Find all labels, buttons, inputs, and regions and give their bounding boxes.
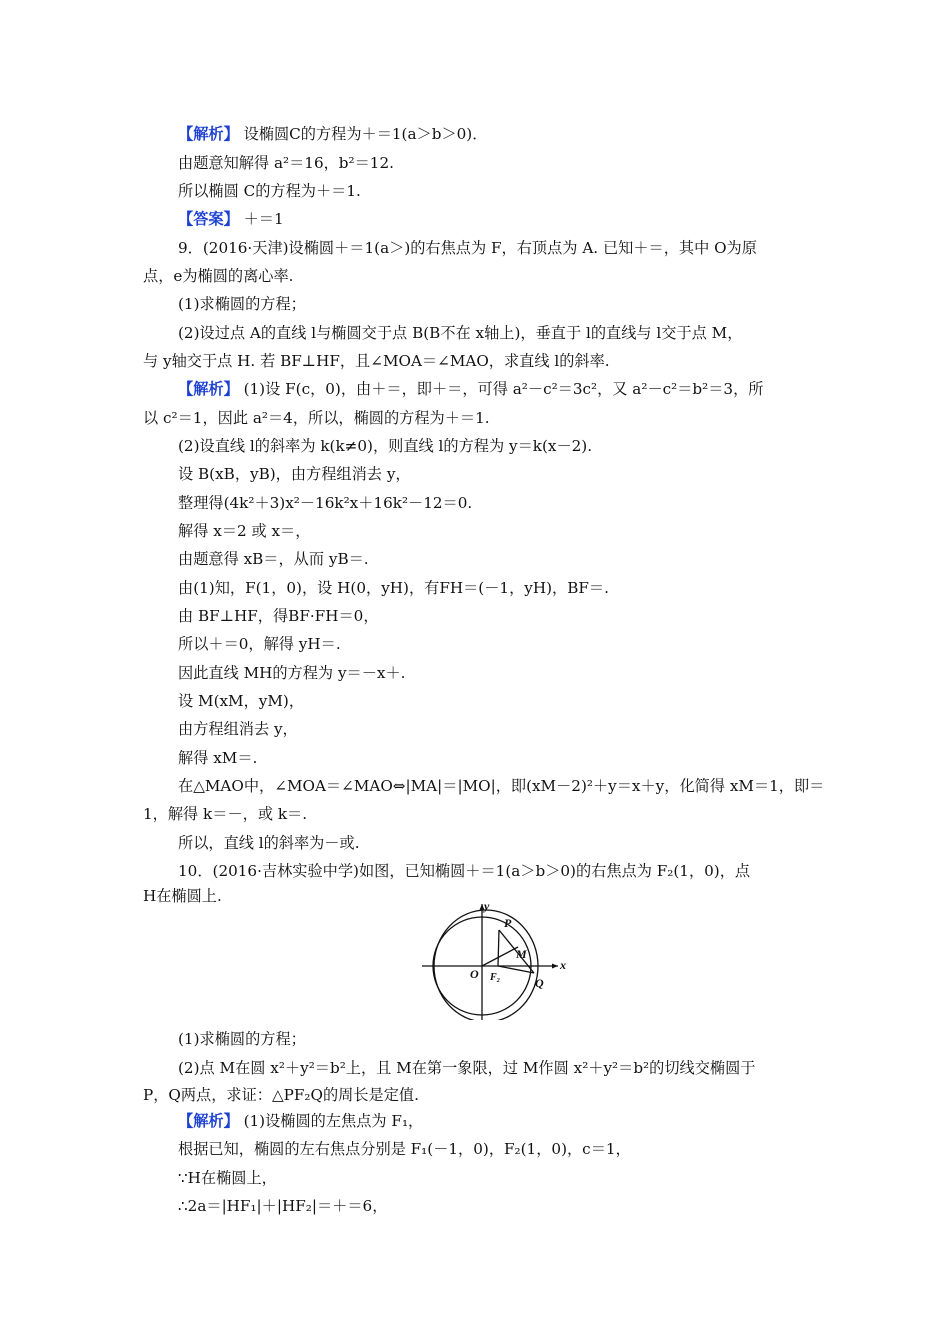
ellipse-circle-figure — [420, 896, 570, 1020]
text-line: (1)求椭圆的方程； — [178, 295, 306, 313]
label-q: Q — [535, 976, 544, 990]
label-y: y — [484, 899, 490, 913]
label-x: x — [560, 958, 566, 972]
text-line: (1)求椭圆的方程； — [178, 1030, 306, 1048]
analysis-tag: 【解析】 — [178, 125, 239, 143]
label-p: P — [504, 916, 512, 930]
answer-tag: 【答案】 — [178, 210, 239, 228]
text-line: 以 c²＝1，因此 a²＝4，所以，椭圆的方程为＋＝1. — [143, 409, 490, 427]
text-line: 由 BF⊥HF，得BF·FH＝0， — [178, 607, 379, 625]
text-line: 由题意得 xB＝，从而 yB＝. — [178, 550, 369, 568]
text-line: 解得 x＝2 或 x＝， — [178, 522, 311, 540]
text-line: 根据已知，椭圆的左右焦点分别是 F₁(－1，0)，F₂(1，0)，c＝1， — [178, 1140, 631, 1158]
text-line: 解得 xM＝. — [178, 749, 258, 767]
segment-pf2 — [498, 930, 499, 966]
text-line: (2)设过点 A的直线 l与椭圆交于点 B(B不在 x轴上)，垂直于 l的直线与 l交于点 M， — [178, 324, 743, 342]
text-line: 设 M(xM，yM)， — [178, 692, 305, 710]
text-line: 整理得(4k²＋3)x²－16k²x＋16k²－12＝0. — [178, 494, 473, 512]
label-f2: F₂ — [490, 972, 501, 983]
text-line: 由(1)知，F(1，0)，设 H(0，yH)，有FH＝(－1，yH)，BF＝. — [178, 579, 609, 597]
text-line: 由方程组消去 y， — [178, 720, 298, 738]
text-line: 因此直线 MH的方程为 y＝－x＋. — [178, 664, 406, 682]
text-line: H在椭圆上. — [143, 887, 222, 905]
text-line: 与 y轴交于点 H. 若 BF⊥HF，且∠MOA＝∠MAO，求直线 l的斜率. — [143, 352, 610, 370]
text-line: 【解析】 (1)设椭圆的左焦点为 F₁， — [178, 1112, 424, 1130]
text-line: 所以，直线 l的斜率为－或. — [178, 834, 360, 852]
text-line: ∴2a＝|HF₁|＋|HF₂|＝＋＝6， — [178, 1197, 388, 1215]
text-line: 【解析】 设椭圆C的方程为＋＝1(a＞b＞0)． — [178, 125, 488, 143]
label-m: M — [516, 947, 527, 961]
text-line: 由题意知解得 a²＝16，b²＝12. — [178, 154, 394, 172]
analysis-tag: 【解析】 — [178, 1112, 239, 1130]
text-line: 在△MAO中，∠MOA＝∠MAO⇔|MA|＝|MO|，即(xM－2)²＋y＝x＋y，化简得 xM＝1，即＝ — [178, 777, 825, 795]
text-line: 点，e为椭圆的离心率. — [143, 267, 294, 285]
text-line: P，Q两点，求证：△PF₂Q的周长是定值. — [143, 1086, 419, 1104]
text-line: (2)设直线 l的斜率为 k(k≠0)，则直线 l的方程为 y＝k(x－2). — [178, 437, 593, 455]
text-line: (2)点 M在圆 x²＋y²＝b²上，且 M在第一象限，过 M作圆 x²＋y²＝b²的切线交椭圆于 — [178, 1059, 756, 1077]
problem-9-line: 9．(2016·天津)设椭圆＋＝1(a＞)的右焦点为 F，右顶点为 A. 已知＋＝，其中 O为原 — [178, 239, 757, 257]
problem-10-line: 10．(2016·吉林实验中学)如图，已知椭圆＋＝1(a＞b＞0)的右焦点为 F₂(1，0)，点 — [178, 862, 751, 880]
text-line: 设 B(xB，yB)，由方程组消去 y， — [178, 465, 411, 483]
text-line: 所以＋＝0，解得 yH＝. — [178, 635, 341, 653]
segment-om — [482, 947, 518, 966]
text-line: 【答案】 ＋＝1 — [178, 210, 284, 228]
text-line: 所以椭圆 C的方程为＋＝1. — [178, 182, 361, 200]
text-line: ∵H在椭圆上， — [178, 1169, 277, 1187]
label-o: O — [470, 967, 479, 981]
analysis-tag: 【解析】 — [178, 380, 239, 398]
text-line: 1，解得 k＝－，或 k＝. — [143, 805, 308, 823]
text-line: 【解析】 (1)设 F(c，0)，由＋＝，即＋＝，可得 a²－c²＝3c²，又 a²－c²＝b²＝3，所 — [178, 380, 764, 398]
